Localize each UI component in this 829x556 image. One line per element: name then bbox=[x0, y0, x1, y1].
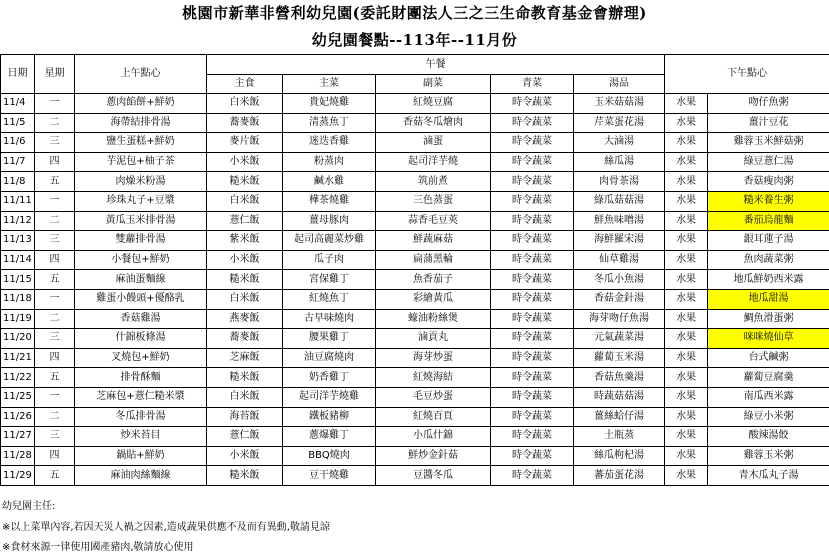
menu-row bbox=[1, 446, 829, 466]
main-dish-cell: 古早味燒肉 bbox=[283, 309, 376, 329]
fruit-cell: 水果 bbox=[665, 270, 708, 290]
staple-cell: 白米飯 bbox=[207, 191, 283, 211]
menu-row bbox=[1, 172, 829, 192]
header-staple: 主食 bbox=[207, 75, 283, 94]
menu-row bbox=[1, 191, 829, 211]
weekday-cell: 四 bbox=[35, 250, 75, 270]
vegetable-cell: 時令蔬菜 bbox=[491, 446, 574, 466]
afternoon-snack-cell: 咪咪燒仙草 bbox=[708, 329, 829, 349]
soup-cell: 土瓶蒸 bbox=[574, 427, 665, 447]
soup-cell: 玉米菇菇湯 bbox=[574, 94, 665, 114]
main-dish-cell: 鹹水雞 bbox=[283, 172, 376, 192]
vegetable-cell: 時令蔬菜 bbox=[491, 289, 574, 309]
side-dish-cell: 鮮蔬麻菇 bbox=[376, 231, 491, 251]
main-dish-cell: 瓜子肉 bbox=[283, 250, 376, 270]
weekday-cell: 三 bbox=[35, 133, 75, 153]
staple-cell: 麥片飯 bbox=[207, 133, 283, 153]
side-dish-cell: 紅燒海結 bbox=[376, 368, 491, 388]
morning-snack-cell: 小餐包+鮮奶 bbox=[75, 250, 207, 270]
afternoon-snack-cell: 番茄烏龍麵 bbox=[708, 211, 829, 231]
morning-snack-cell: 什錦板條湯 bbox=[75, 329, 207, 349]
main-dish-cell: 起司洋芋燒雞 bbox=[283, 387, 376, 407]
vegetable-cell: 時令蔬菜 bbox=[491, 368, 574, 388]
staple-cell: 芝麻飯 bbox=[207, 348, 283, 368]
soup-cell: 絲瓜湯 bbox=[574, 152, 665, 172]
date-cell: 11/12 bbox=[1, 211, 35, 231]
soup-cell: 元氣蔬菜湯 bbox=[574, 329, 665, 349]
fruit-cell: 水果 bbox=[665, 152, 708, 172]
date-cell: 11/14 bbox=[1, 250, 35, 270]
weekday-cell: 二 bbox=[35, 407, 75, 427]
fruit-cell: 水果 bbox=[665, 329, 708, 349]
soup-cell: 芹菜蛋花湯 bbox=[574, 113, 665, 133]
date-cell: 11/25 bbox=[1, 387, 35, 407]
fruit-cell: 水果 bbox=[665, 250, 708, 270]
date-cell: 11/19 bbox=[1, 309, 35, 329]
menu-row bbox=[1, 329, 829, 349]
main-dish-cell: 奶香雞丁 bbox=[283, 368, 376, 388]
afternoon-snack-cell: 雞蓉玉米鮮菇粥 bbox=[708, 133, 829, 153]
staple-cell: 燕麥飯 bbox=[207, 309, 283, 329]
morning-snack-cell: 芝麻包+薏仁糙米漿 bbox=[75, 387, 207, 407]
side-dish-cell: 毛豆炒蛋 bbox=[376, 387, 491, 407]
afternoon-snack-cell: 魚肉蔬菜粥 bbox=[708, 250, 829, 270]
soup-cell: 香菇金針湯 bbox=[574, 289, 665, 309]
main-dish-cell: 起司高麗菜炒雞 bbox=[283, 231, 376, 251]
afternoon-snack-cell: 綠豆小米粥 bbox=[708, 407, 829, 427]
staple-cell: 海苔飯 bbox=[207, 407, 283, 427]
menu-subtitle: 幼兒園餐點--113年--11月份 bbox=[311, 31, 518, 49]
side-dish-cell: 蠔油粉絲煲 bbox=[376, 309, 491, 329]
menu-row bbox=[1, 387, 829, 407]
fruit-cell: 水果 bbox=[665, 446, 708, 466]
afternoon-snack-cell: 南瓜西米露 bbox=[708, 387, 829, 407]
main-dish-cell: 腰果雞丁 bbox=[283, 329, 376, 349]
menu-row bbox=[1, 289, 829, 309]
main-dish-cell: BBQ燒肉 bbox=[283, 446, 376, 466]
morning-snack-cell: 海帶結排骨湯 bbox=[75, 113, 207, 133]
afternoon-snack-cell: 薑汁豆花 bbox=[708, 113, 829, 133]
note-substitution: ※以上菜單內容,若因天災人禍之因素,造成蔬果供應不及而有異動,敬請見諒 bbox=[2, 522, 330, 533]
morning-snack-cell: 麻油蛋麵線 bbox=[75, 270, 207, 290]
date-cell: 11/21 bbox=[1, 348, 35, 368]
soup-cell: 蕃茄蛋花湯 bbox=[574, 466, 665, 486]
staple-cell: 糙米飯 bbox=[207, 466, 283, 486]
menu-row bbox=[1, 348, 829, 368]
menu-row bbox=[1, 231, 829, 251]
side-dish-cell: 蒜香毛豆莢 bbox=[376, 211, 491, 231]
side-dish-cell: 三色蒸蛋 bbox=[376, 191, 491, 211]
fruit-cell: 水果 bbox=[665, 289, 708, 309]
soup-cell: 時蔬菇菇湯 bbox=[574, 387, 665, 407]
vegetable-cell: 時令蔬菜 bbox=[491, 387, 574, 407]
main-dish-cell: 油豆腐燒肉 bbox=[283, 348, 376, 368]
morning-snack-cell: 芋泥包+柚子茶 bbox=[75, 152, 207, 172]
menu-table bbox=[0, 54, 829, 486]
date-cell: 11/13 bbox=[1, 231, 35, 251]
vegetable-cell: 時令蔬菜 bbox=[491, 309, 574, 329]
morning-snack-cell: 冬瓜排骨湯 bbox=[75, 407, 207, 427]
morning-snack-cell: 雞蛋小饅頭+優酪乳 bbox=[75, 289, 207, 309]
vegetable-cell: 時令蔬菜 bbox=[491, 329, 574, 349]
main-dish-cell: 樺茶燒雞 bbox=[283, 191, 376, 211]
menu-row bbox=[1, 113, 829, 133]
date-cell: 11/7 bbox=[1, 152, 35, 172]
soup-cell: 香菇魚羹湯 bbox=[574, 368, 665, 388]
morning-snack-cell: 鍋貼+鮮奶 bbox=[75, 446, 207, 466]
afternoon-snack-cell: 台式鹹粥 bbox=[708, 348, 829, 368]
main-dish-cell: 迷迭香雞 bbox=[283, 133, 376, 153]
weekday-cell: 一 bbox=[35, 191, 75, 211]
fruit-cell: 水果 bbox=[665, 191, 708, 211]
side-dish-cell: 豆醬冬瓜 bbox=[376, 466, 491, 486]
vegetable-cell: 時令蔬菜 bbox=[491, 270, 574, 290]
vegetable-cell: 時令蔬菜 bbox=[491, 466, 574, 486]
staple-cell: 蕎麥飯 bbox=[207, 329, 283, 349]
date-cell: 11/18 bbox=[1, 289, 35, 309]
header-soup: 湯品 bbox=[574, 75, 665, 94]
soup-cell: 薑絲蛤仔湯 bbox=[574, 407, 665, 427]
menu-row bbox=[1, 270, 829, 290]
header-afternoon-snack: 下午點心 bbox=[665, 55, 829, 94]
side-dish-cell: 起司洋芋燒 bbox=[376, 152, 491, 172]
side-dish-cell: 扁蒲黑輪 bbox=[376, 250, 491, 270]
weekday-cell: 二 bbox=[35, 211, 75, 231]
morning-snack-cell: 鹽生蛋糕+鮮奶 bbox=[75, 133, 207, 153]
staple-cell: 糙米飯 bbox=[207, 172, 283, 192]
afternoon-snack-cell: 地瓜甜湯 bbox=[708, 289, 829, 309]
weekday-cell: 二 bbox=[35, 113, 75, 133]
header-morning-snack: 上午點心 bbox=[75, 55, 207, 94]
morning-snack-cell: 肉燥米粉湯 bbox=[75, 172, 207, 192]
main-dish-cell: 貴妃燒雞 bbox=[283, 94, 376, 114]
fruit-cell: 水果 bbox=[665, 133, 708, 153]
main-dish-cell: 清蒸魚丁 bbox=[283, 113, 376, 133]
afternoon-snack-cell: 酸辣湯餃 bbox=[708, 427, 829, 447]
soup-cell: 大滷湯 bbox=[574, 133, 665, 153]
soup-cell: 仙草雞湯 bbox=[574, 250, 665, 270]
morning-snack-cell: 麻油肉絲麵線 bbox=[75, 466, 207, 486]
afternoon-snack-cell: 香菇瘦肉粥 bbox=[708, 172, 829, 192]
fruit-cell: 水果 bbox=[665, 368, 708, 388]
morning-snack-cell: 香菇雞湯 bbox=[75, 309, 207, 329]
date-cell: 11/22 bbox=[1, 368, 35, 388]
morning-snack-cell: 炒米苔目 bbox=[75, 427, 207, 447]
date-cell: 11/29 bbox=[1, 466, 35, 486]
vegetable-cell: 時令蔬菜 bbox=[491, 211, 574, 231]
date-cell: 11/28 bbox=[1, 446, 35, 466]
afternoon-snack-cell: 青木瓜丸子湯 bbox=[708, 466, 829, 486]
header-date: 日期 bbox=[1, 55, 35, 94]
afternoon-snack-cell: 雞蓉玉米粥 bbox=[708, 446, 829, 466]
staple-cell: 白米飯 bbox=[207, 94, 283, 114]
date-cell: 11/8 bbox=[1, 172, 35, 192]
afternoon-snack-cell: 地瓜鮮奶西米露 bbox=[708, 270, 829, 290]
weekday-cell: 一 bbox=[35, 289, 75, 309]
staple-cell: 糙米飯 bbox=[207, 270, 283, 290]
note-pork-source: ※食材來源一律使用國產豬肉,敬請放心使用 bbox=[2, 542, 194, 553]
weekday-cell: 四 bbox=[35, 348, 75, 368]
fruit-cell: 水果 bbox=[665, 172, 708, 192]
menu-row bbox=[1, 427, 829, 447]
main-dish-cell: 粉蒸肉 bbox=[283, 152, 376, 172]
morning-snack-cell: 黃瓜玉米排骨湯 bbox=[75, 211, 207, 231]
vegetable-cell: 時令蔬菜 bbox=[491, 348, 574, 368]
soup-cell: 綠瓜菇菇湯 bbox=[574, 191, 665, 211]
staple-cell: 小米飯 bbox=[207, 446, 283, 466]
soup-cell: 冬瓜小魚湯 bbox=[574, 270, 665, 290]
soup-cell: 鮮魚味噌湯 bbox=[574, 211, 665, 231]
weekday-cell: 一 bbox=[35, 387, 75, 407]
vegetable-cell: 時令蔬菜 bbox=[491, 113, 574, 133]
weekday-cell: 二 bbox=[35, 309, 75, 329]
staple-cell: 小米飯 bbox=[207, 250, 283, 270]
weekday-cell: 三 bbox=[35, 427, 75, 447]
staple-cell: 薏仁飯 bbox=[207, 211, 283, 231]
date-cell: 11/15 bbox=[1, 270, 35, 290]
weekday-cell: 五 bbox=[35, 172, 75, 192]
header-lunch: 午餐 bbox=[207, 55, 665, 75]
morning-snack-cell: 叉燒包+鮮奶 bbox=[75, 348, 207, 368]
side-dish-cell: 魚香茄子 bbox=[376, 270, 491, 290]
side-dish-cell: 彩繪黃瓜 bbox=[376, 289, 491, 309]
soup-cell: 蘿蔔玉米湯 bbox=[574, 348, 665, 368]
staple-cell: 白米飯 bbox=[207, 387, 283, 407]
date-cell: 11/5 bbox=[1, 113, 35, 133]
fruit-cell: 水果 bbox=[665, 211, 708, 231]
afternoon-snack-cell: 蘿蔔豆腐羹 bbox=[708, 368, 829, 388]
fruit-cell: 水果 bbox=[665, 94, 708, 114]
side-dish-cell: 香菇冬瓜燴肉 bbox=[376, 113, 491, 133]
vegetable-cell: 時令蔬菜 bbox=[491, 231, 574, 251]
menu-row bbox=[1, 152, 829, 172]
side-dish-cell: 滷貢丸 bbox=[376, 329, 491, 349]
vegetable-cell: 時令蔬菜 bbox=[491, 152, 574, 172]
morning-snack-cell: 排骨酥麵 bbox=[75, 368, 207, 388]
date-cell: 11/26 bbox=[1, 407, 35, 427]
vegetable-cell: 時令蔬菜 bbox=[491, 407, 574, 427]
staple-cell: 白米飯 bbox=[207, 289, 283, 309]
weekday-cell: 四 bbox=[35, 152, 75, 172]
fruit-cell: 水果 bbox=[665, 407, 708, 427]
fruit-cell: 水果 bbox=[665, 113, 708, 133]
menu-row bbox=[1, 368, 829, 388]
director-label: 幼兒園主任: bbox=[2, 501, 56, 512]
fruit-cell: 水果 bbox=[665, 309, 708, 329]
date-cell: 11/27 bbox=[1, 427, 35, 447]
main-dish-cell: 豆干燒雞 bbox=[283, 466, 376, 486]
morning-snack-cell: 珍珠丸子+豆漿 bbox=[75, 191, 207, 211]
date-cell: 11/4 bbox=[1, 94, 35, 114]
weekday-cell: 一 bbox=[35, 94, 75, 114]
menu-row bbox=[1, 407, 829, 427]
menu-row bbox=[1, 309, 829, 329]
vegetable-cell: 時令蔬菜 bbox=[491, 250, 574, 270]
staple-cell: 小米飯 bbox=[207, 152, 283, 172]
weekday-cell: 五 bbox=[35, 368, 75, 388]
school-title: 桃園市新華非營利幼兒園(委託財團法人三之三生命教育基金會辦理) bbox=[182, 4, 647, 22]
morning-snack-cell: 雙蘿排骨湯 bbox=[75, 231, 207, 251]
vegetable-cell: 時令蔬菜 bbox=[491, 133, 574, 153]
vegetable-cell: 時令蔬菜 bbox=[491, 172, 574, 192]
soup-cell: 海鮮羅宋湯 bbox=[574, 231, 665, 251]
fruit-cell: 水果 bbox=[665, 231, 708, 251]
side-dish-cell: 海芽炒蛋 bbox=[376, 348, 491, 368]
fruit-cell: 水果 bbox=[665, 348, 708, 368]
main-dish-cell: 紅燒魚丁 bbox=[283, 289, 376, 309]
main-dish-cell: 鐵板豬柳 bbox=[283, 407, 376, 427]
soup-cell: 絲瓜枸杞湯 bbox=[574, 446, 665, 466]
date-cell: 11/20 bbox=[1, 329, 35, 349]
weekday-cell: 五 bbox=[35, 270, 75, 290]
vegetable-cell: 時令蔬菜 bbox=[491, 427, 574, 447]
afternoon-snack-cell: 吻仔魚粥 bbox=[708, 94, 829, 114]
header-main-dish: 主菜 bbox=[283, 75, 376, 94]
side-dish-cell: 筑前煮 bbox=[376, 172, 491, 192]
vegetable-cell: 時令蔬菜 bbox=[491, 94, 574, 114]
date-cell: 11/11 bbox=[1, 191, 35, 211]
afternoon-snack-cell: 糙米養生粥 bbox=[708, 191, 829, 211]
side-dish-cell: 紅燒豆腐 bbox=[376, 94, 491, 114]
soup-cell: 海芽吻仔魚湯 bbox=[574, 309, 665, 329]
menu-row bbox=[1, 133, 829, 153]
main-dish-cell: 薑母豚肉 bbox=[283, 211, 376, 231]
weekday-cell: 三 bbox=[35, 231, 75, 251]
date-cell: 11/6 bbox=[1, 133, 35, 153]
header-vegetable: 青菜 bbox=[491, 75, 574, 94]
main-dish-cell: 蔥爆雞丁 bbox=[283, 427, 376, 447]
morning-snack-cell: 蔥肉餡餅+鮮奶 bbox=[75, 94, 207, 114]
soup-cell: 肉骨茶湯 bbox=[574, 172, 665, 192]
menu-row bbox=[1, 250, 829, 270]
side-dish-cell: 紅燒百頁 bbox=[376, 407, 491, 427]
main-dish-cell: 宮保雞丁 bbox=[283, 270, 376, 290]
afternoon-snack-cell: 銀耳蓮子湯 bbox=[708, 231, 829, 251]
menu-row bbox=[1, 94, 829, 114]
header-weekday: 星期 bbox=[35, 55, 75, 94]
side-dish-cell: 鮮炒金針菇 bbox=[376, 446, 491, 466]
staple-cell: 蕎麥飯 bbox=[207, 113, 283, 133]
staple-cell: 紫米飯 bbox=[207, 231, 283, 251]
fruit-cell: 水果 bbox=[665, 466, 708, 486]
weekday-cell: 五 bbox=[35, 466, 75, 486]
side-dish-cell: 滷蛋 bbox=[376, 133, 491, 153]
fruit-cell: 水果 bbox=[665, 387, 708, 407]
header-side-dish: 副菜 bbox=[376, 75, 491, 94]
afternoon-snack-cell: 綠豆薏仁湯 bbox=[708, 152, 829, 172]
weekday-cell: 四 bbox=[35, 446, 75, 466]
staple-cell: 薏仁飯 bbox=[207, 427, 283, 447]
side-dish-cell: 小瓜什錦 bbox=[376, 427, 491, 447]
weekday-cell: 三 bbox=[35, 329, 75, 349]
afternoon-snack-cell: 鯛魚滑蛋粥 bbox=[708, 309, 829, 329]
menu-row bbox=[1, 211, 829, 231]
vegetable-cell: 時令蔬菜 bbox=[491, 191, 574, 211]
menu-row bbox=[1, 466, 829, 486]
fruit-cell: 水果 bbox=[665, 427, 708, 447]
staple-cell: 糙米飯 bbox=[207, 368, 283, 388]
